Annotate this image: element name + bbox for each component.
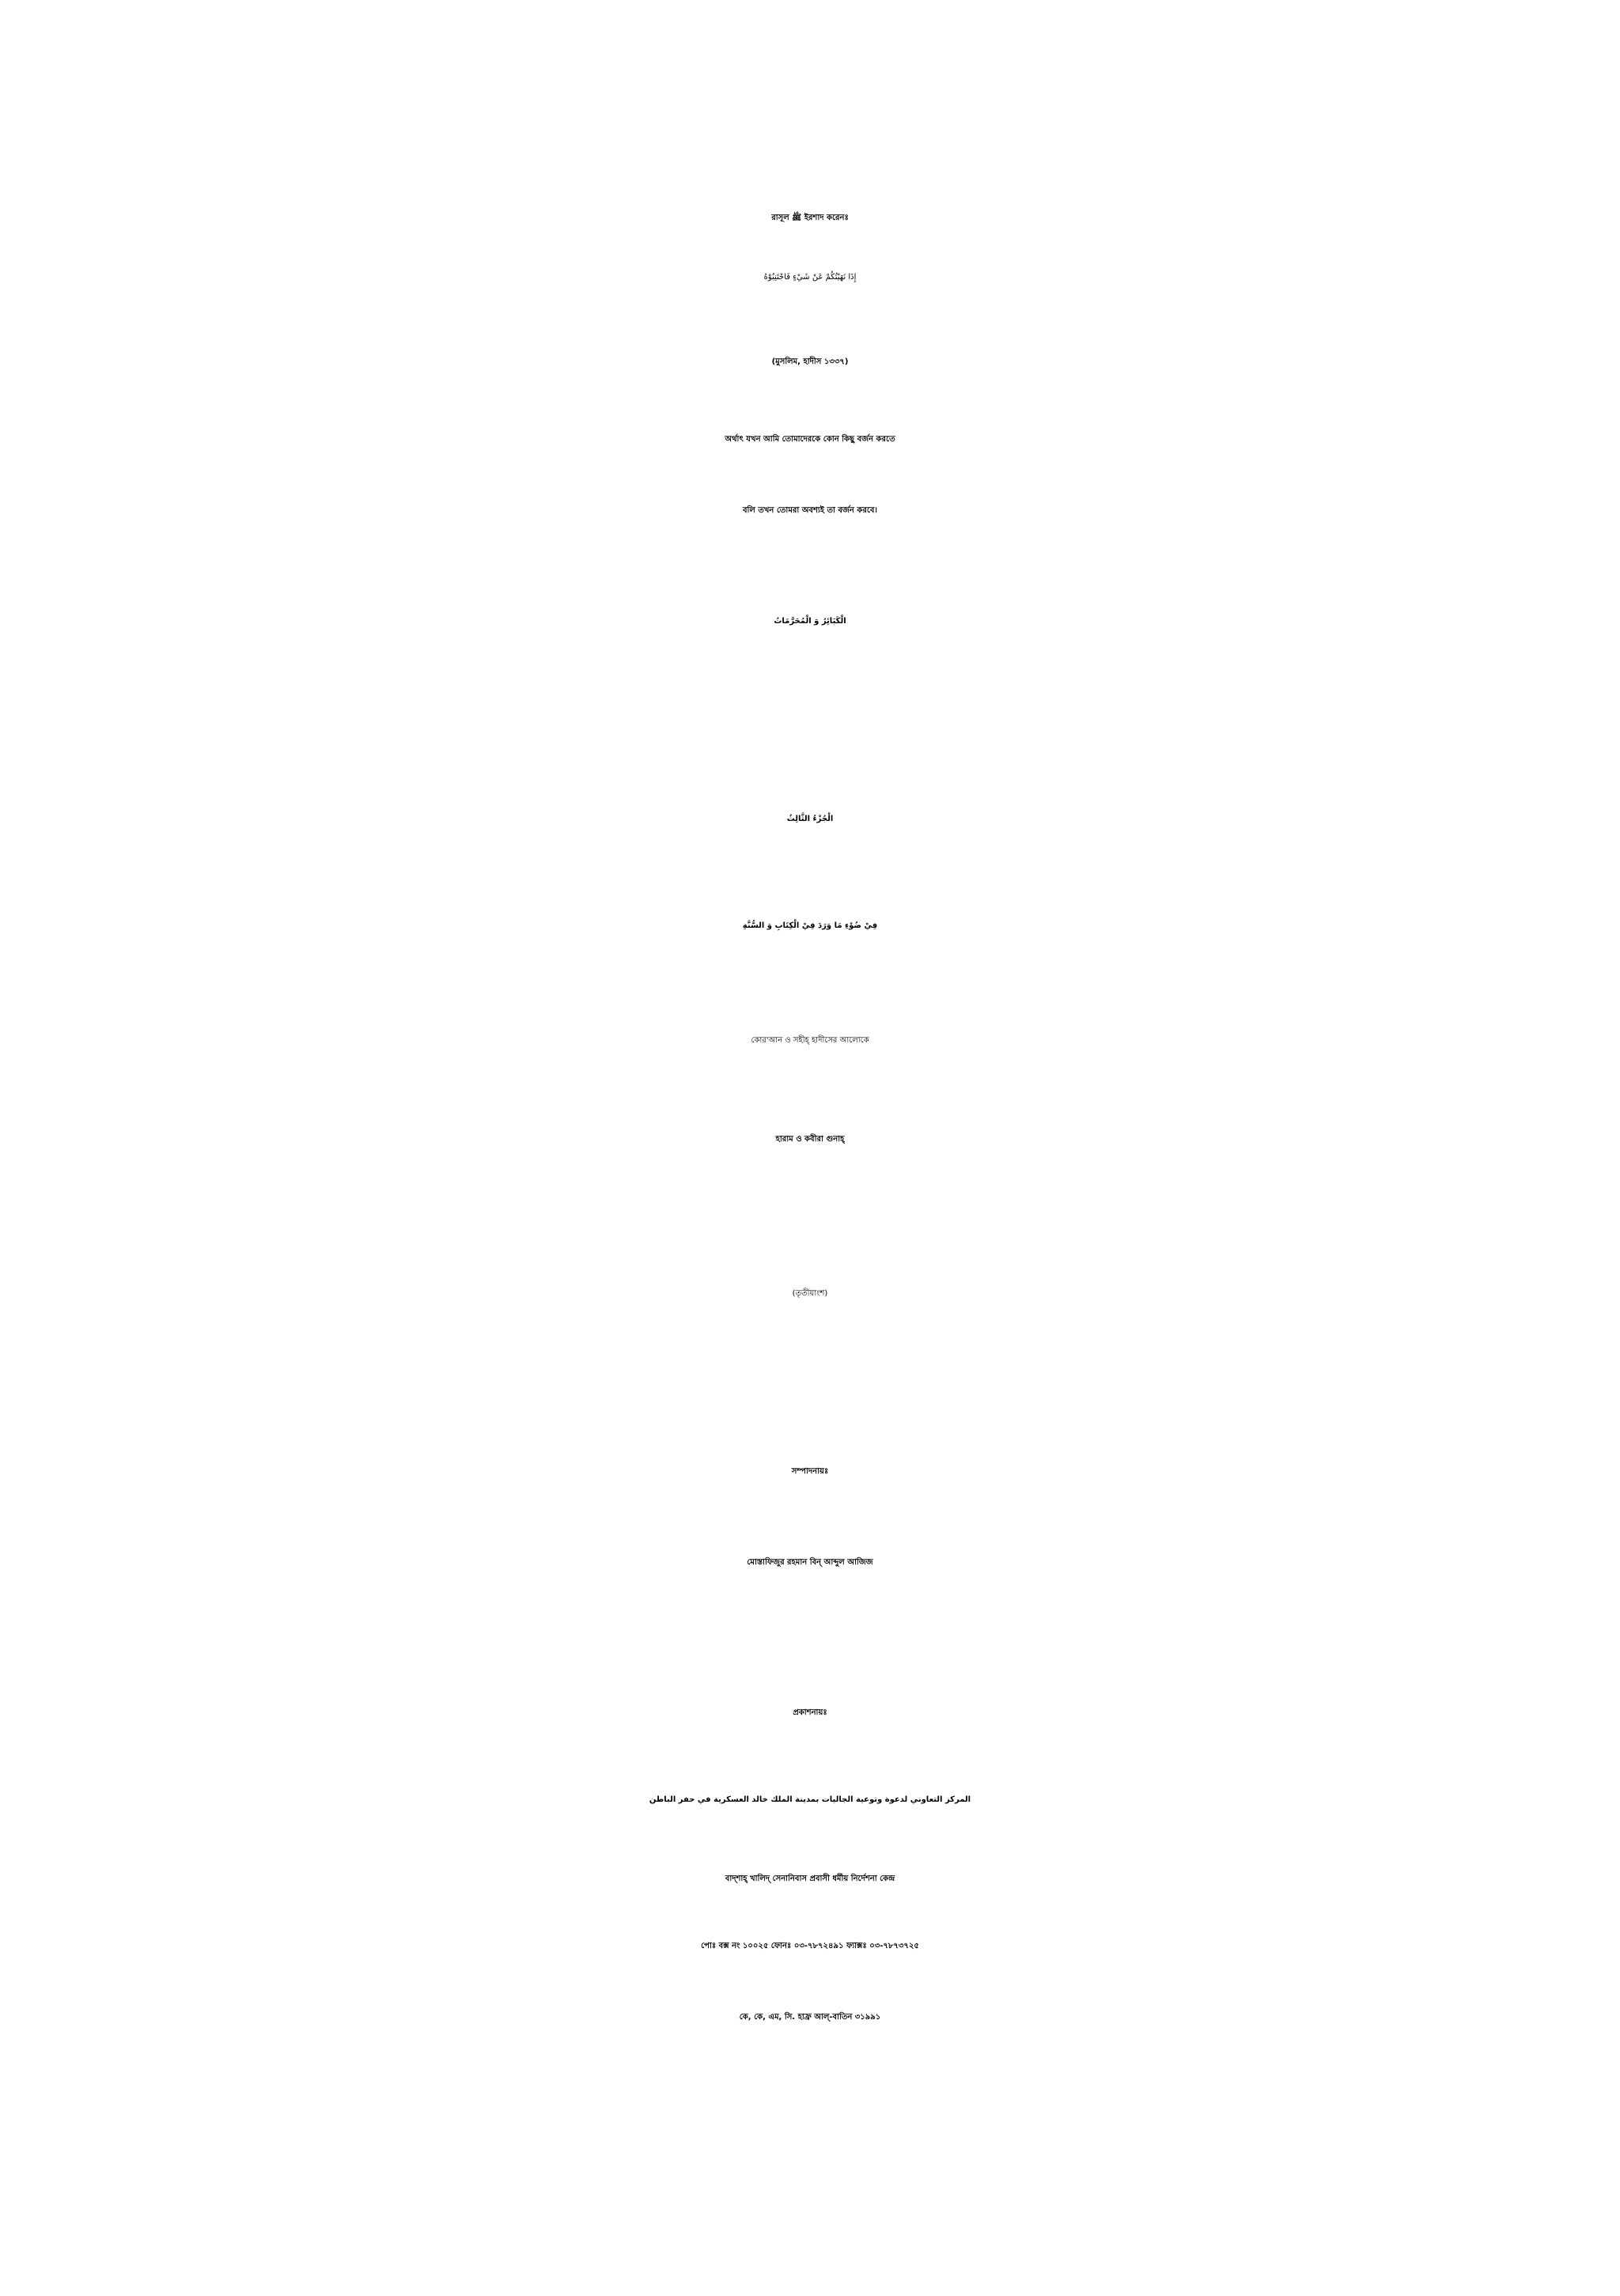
arabic-part: الْجُزْءُ الثَّالِثُ xyxy=(786,815,834,823)
editor-name: মোস্তাফিজুর রহমান বিন্ আব্দুল আজিজ xyxy=(747,1558,873,1567)
arabic-title: الْكَبَائِرُ وَ الْمُحَرَّمَاتُ xyxy=(774,617,846,626)
hadith-intro: রাসূল ﷺ ইরশাদ করেনঃ xyxy=(771,214,849,222)
editor-label: সম্পাদনায়ঃ xyxy=(791,1467,829,1476)
publisher-arabic: المركز التعاوني لدعوة وتوعية الجاليات بمدينة الملك خالد العسكرية في حفر الباطن xyxy=(649,1795,971,1804)
translation-line-1: অর্থাৎ যখন আমি তোমাদেরকে কোন কিছু বর্জন করতে xyxy=(725,435,895,444)
publisher-bangla: বাদ্শাহ্ খালিদ্ সেনানিবাস প্রবাসী ধর্মীয় নির্দেশনা কেন্দ্র xyxy=(725,1874,895,1883)
arabic-subtitle: فِيْ ضُوْءِ مَا وَرَدَ فِيْ الْكِتَابِ وَ السُّنَّةِ xyxy=(742,921,878,930)
part-label: (তৃতীয়াংশ) xyxy=(792,1289,828,1298)
bangla-title: হারাম ও কবীরা গুনাহ্ xyxy=(775,1135,845,1144)
hadith-reference: (মুসলিম, হাদীস ১৩৩৭) xyxy=(771,357,849,366)
publisher-address: কে, কে, এম, সি. হাফ্র আল্-বাতিন ৩১৯৯১ xyxy=(739,2013,881,2022)
bangla-subtitle: কোর'আন ও সহীহ্ হাদীসের আলোকে xyxy=(751,1036,869,1045)
translation-line-2: বলি তখন তোমরা অবশ্যই তা বর্জন করবে। xyxy=(742,506,877,515)
publisher-label: প্রকাশনায়ঃ xyxy=(793,1708,827,1717)
hadith-arabic: إِذَا نَهَيْتُكُمْ عَنْ شَيْءٍ فَاجْتَنِبُوْهُ xyxy=(763,273,857,282)
publisher-contact: পোঃ বক্স নং ১০০২৫ ফোনঃ ০৩-৭৮৭২৪৯১ ফ্যাক্সঃ ০৩-৭৮৭৩৭২৫ xyxy=(701,1942,919,1950)
